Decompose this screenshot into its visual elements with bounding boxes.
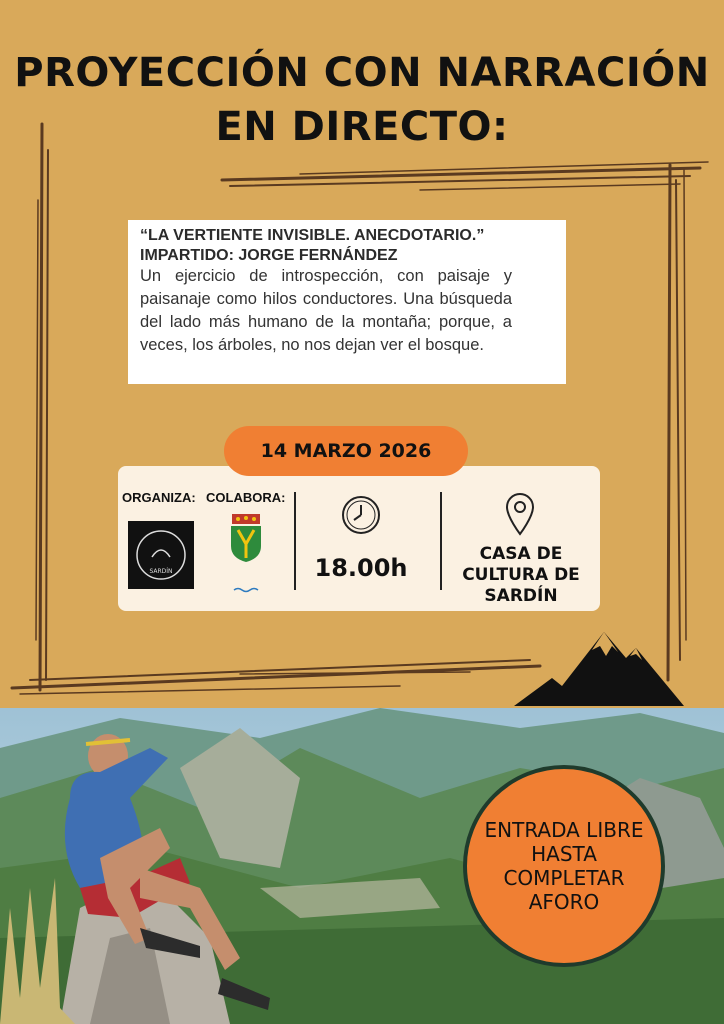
free-entry-text: ENTRADA LIBRE HASTA COMPLETAR AFORO xyxy=(484,818,644,914)
svg-text:SARDÍN: SARDÍN xyxy=(149,568,173,575)
divider-1 xyxy=(294,492,296,590)
speaker-line: IMPARTIDO: JORGE FERNÁNDEZ xyxy=(140,247,398,264)
poster-title xyxy=(0,46,724,154)
event-info-card xyxy=(118,466,600,611)
map-pin-icon xyxy=(504,492,536,536)
title-line-1: PROYECCIÓN CON NARRACIÓN xyxy=(14,50,710,96)
event-time: 18.00h xyxy=(314,554,408,582)
talk-title: “LA VERTIENTE INVISIBLE. ANECDOTARIO.” xyxy=(140,227,485,244)
clock-icon xyxy=(340,494,382,536)
event-date: 14 MARZO 2026 xyxy=(224,426,468,476)
organizer-logo-icon xyxy=(128,521,194,589)
collaborator-logo-icon xyxy=(226,514,266,594)
divider-2 xyxy=(440,492,442,590)
free-entry-badge xyxy=(463,765,665,967)
organiza-label: ORGANIZA: xyxy=(122,490,196,505)
mountain-icon xyxy=(514,626,684,708)
description-box xyxy=(128,220,566,384)
talk-description: Un ejercicio de introspección, con paisaje y paisanaje como hilos conductores. Una búsqueda del lado más humano de la montaña; porque, a veces, los árboles, no nos dejan ver el bosque. xyxy=(140,267,512,354)
colabora-label: COLABORA: xyxy=(206,490,286,505)
event-place: CASA DE CULTURA DE SARDÍN xyxy=(462,544,580,606)
title-line-2: EN DIRECTO: xyxy=(215,104,509,150)
